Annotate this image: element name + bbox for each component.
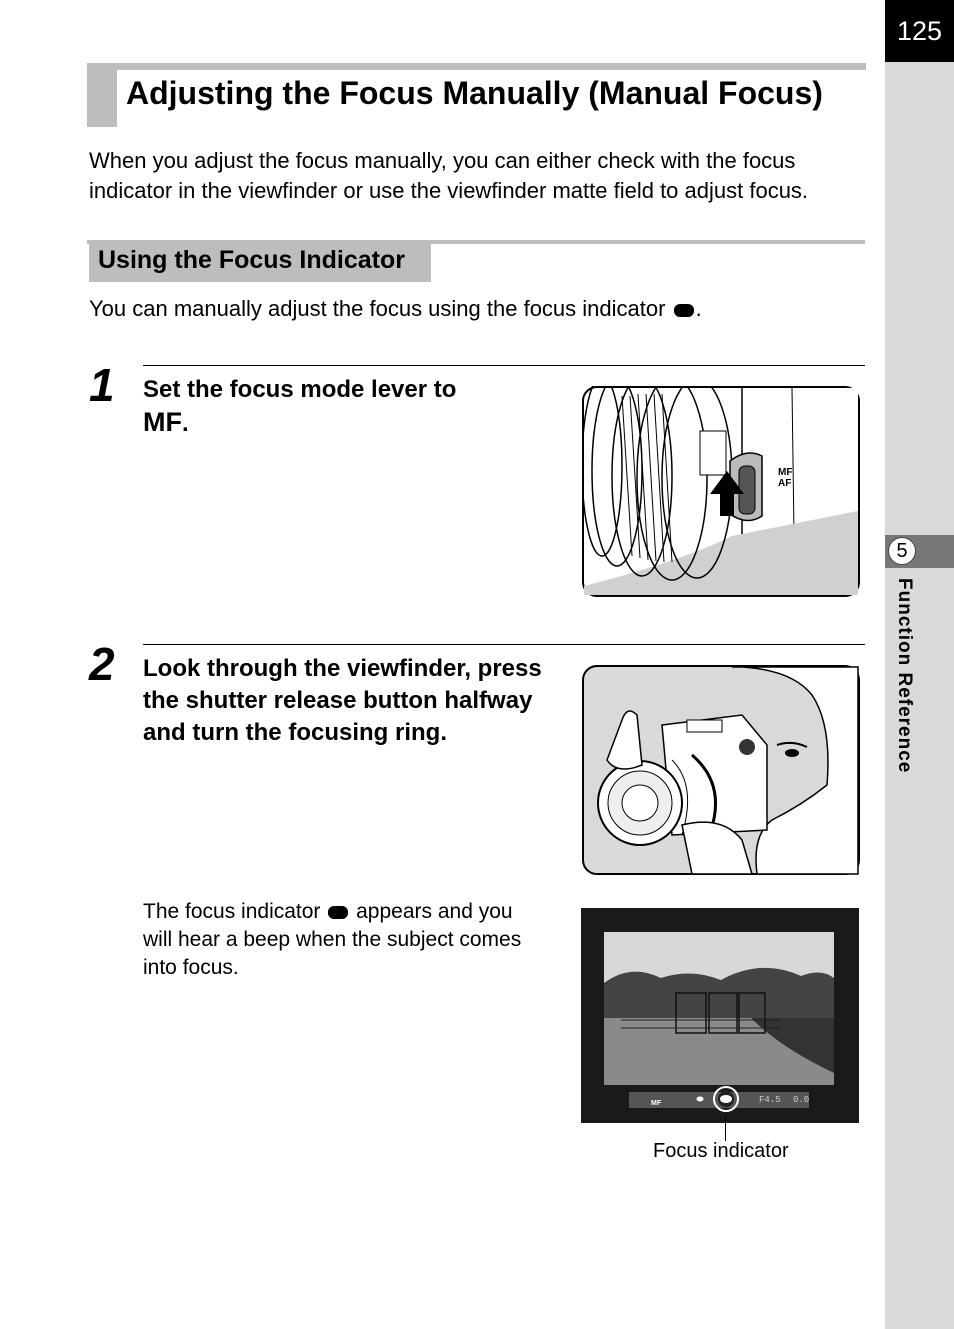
step-1-rule [143,365,865,366]
note-paragraph [143,898,543,982]
lever-label-af: AF [778,478,792,489]
lever-label-mf: MF [778,467,793,478]
note-text: The focus indicator [143,900,321,923]
focus-indicator-icon [674,304,694,317]
focus-mode-lever-illustration [582,386,860,597]
viewfinder-mode: MF [651,1100,662,1107]
title-rule [87,63,866,70]
step-2-number: 2 [89,638,115,690]
section-title: Adjusting the Focus Manually (Manual Focus) [126,75,823,111]
chapter-number: 5 [888,537,916,565]
step-1-label: Set the focus mode lever to [143,376,457,403]
focus-indicator-icon [328,906,348,919]
subsection-text-end: . [695,296,702,321]
subsection-paragraph [89,296,702,322]
subsection-text: You can manually adjust the focus using the focus indicator [89,296,666,321]
figure-caption: Focus indicator [653,1140,789,1162]
subsection-title: Using the Focus Indicator [98,246,405,274]
viewfinder-illustration [581,908,859,1123]
step-2-text: Look through the viewfinder, press the shutter release button halfway and turn the focusing ring. [143,655,542,746]
title-marker [87,63,117,127]
viewfinder-ev: 0.0 [793,1095,810,1105]
caption-leader-line [725,1117,726,1141]
intro-paragraph: When you adjust the focus manually, you can either check with the focus indicator in the viewfinder or use the viewfinder matte field to adjust focus. [89,148,809,203]
note-text-end: appears and you will hear a beep when the subject comes into focus. [143,900,522,979]
chapter-label: Function Reference [894,578,915,774]
viewfinder-aperture: F4.5 [759,1095,781,1105]
step-2-rule [143,644,865,645]
step-1-number: 1 [89,359,115,411]
step-1-text [143,374,523,440]
mf-symbol: MF [143,407,182,437]
step-1-suffix: . [181,410,189,437]
page-number: 125 [885,0,954,62]
photographer-illustration [582,665,860,875]
